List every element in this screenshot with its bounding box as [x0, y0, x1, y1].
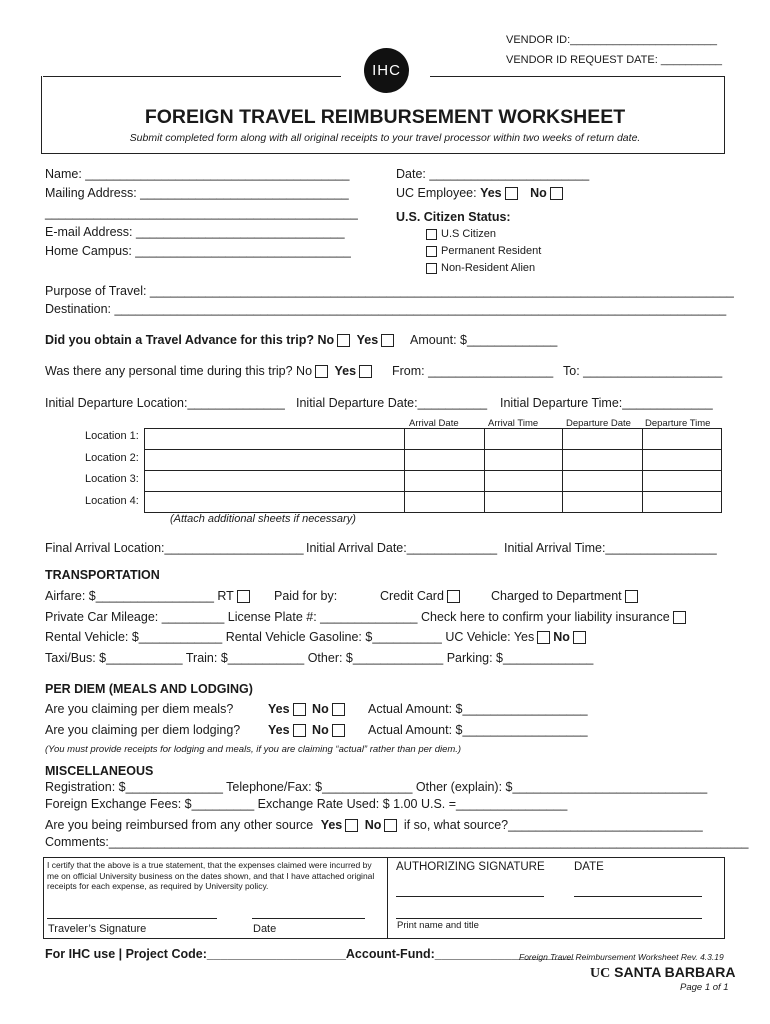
other-source-no-checkbox[interactable]: [384, 819, 397, 832]
uc-employee-no-checkbox[interactable]: [550, 187, 563, 200]
final-arrival-time-field[interactable]: Initial Arrival Time:________________: [504, 541, 717, 555]
citizen-option-nonresident[interactable]: Non-Resident Alien: [426, 262, 535, 274]
per-diem-note: (You must provide receipts for lodging and meals, if you are claiming “actual” rather than per diem.): [45, 744, 462, 755]
credit-card-checkbox[interactable]: [447, 590, 460, 603]
meals-no-checkbox[interactable]: [332, 703, 345, 716]
other-source-yes-checkbox[interactable]: [345, 819, 358, 832]
personal-time-yes-label: Yes: [334, 364, 357, 378]
traveler-signature-line[interactable]: [47, 918, 217, 919]
lodging-yes-checkbox[interactable]: [293, 724, 306, 737]
taxi-row[interactable]: Taxi/Bus: $___________ Train: $___________ Other: $_____________ Parking: $_____________: [45, 651, 594, 665]
vendor-id-field[interactable]: VENDOR ID:________________________: [506, 34, 717, 46]
final-arrival-date-field[interactable]: Initial Arrival Date:_____________: [306, 541, 498, 555]
location-2-label: Location 2:: [85, 452, 139, 464]
other-source-yes-label: Yes: [320, 818, 343, 832]
other-source-field[interactable]: if so, what source?____________________________: [403, 818, 703, 832]
table-row-divider: [144, 449, 722, 450]
mailing-address-line2[interactable]: _____________________________________________: [45, 206, 358, 220]
location-1-label: Location 1:: [85, 430, 139, 442]
email-field[interactable]: E-mail Address: ______________________________: [45, 225, 345, 239]
travel-advance-yes-checkbox[interactable]: [381, 334, 394, 347]
initial-departure-location-field[interactable]: Initial Departure Location:______________: [45, 396, 285, 410]
initial-departure-time-field[interactable]: Initial Departure Time:_____________: [500, 396, 713, 410]
certification-divider: [387, 857, 388, 939]
table-col-divider: [562, 428, 563, 513]
personal-time-row: [45, 364, 375, 378]
comments-field[interactable]: Comments:____________________________________________________________________________________________: [45, 835, 749, 849]
final-arrival-location-field[interactable]: Final Arrival Location:____________________: [45, 541, 304, 555]
meals-yes-label: Yes: [268, 702, 290, 716]
liability-insurance-checkbox[interactable]: [673, 611, 686, 624]
table-row-divider: [144, 491, 722, 492]
traveler-date-label: Date: [253, 923, 277, 935]
citizen-option-permanent[interactable]: Permanent Resident: [426, 245, 541, 257]
other-source-no-label: No: [364, 818, 382, 832]
personal-time-to-field[interactable]: To: ____________________: [563, 364, 723, 378]
table-col-divider: [484, 428, 485, 513]
print-name-label: Print name and title: [397, 920, 479, 931]
mileage-row: [45, 610, 689, 624]
charged-department-option: [491, 589, 641, 603]
initial-departure-date-field[interactable]: Initial Departure Date:__________: [296, 396, 488, 410]
rental-field[interactable]: Rental Vehicle: $____________ Rental Vehicle Gasoline: $__________ UC Vehicle: Yes: [45, 630, 535, 644]
rental-row: [45, 630, 589, 644]
name-field[interactable]: Name: ______________________________________: [45, 167, 350, 181]
checkbox-icon[interactable]: [426, 229, 437, 240]
attach-sheets-note: (Attach additional sheets if necessary): [170, 513, 356, 525]
per-diem-meals-options: [268, 702, 348, 716]
personal-time-no-checkbox[interactable]: [315, 365, 328, 378]
table-col-divider: [642, 428, 643, 513]
meals-actual-amount-field[interactable]: Actual Amount: $__________________: [368, 702, 588, 716]
charged-department-checkbox[interactable]: [625, 590, 638, 603]
ihc-use-project-code[interactable]: For IHC use | Project Code:____________________Account-Fund:____________________: [45, 947, 574, 961]
vendor-request-date-field[interactable]: VENDOR ID REQUEST DATE: __________: [506, 54, 723, 66]
credit-card-label: Credit Card: [380, 589, 444, 603]
citizen-option-us[interactable]: U.S Citizen: [426, 228, 496, 240]
uc-vehicle-yes-checkbox[interactable]: [537, 631, 550, 644]
airfare-field[interactable]: Airfare: $_________________ RT: [45, 589, 234, 603]
uc-employee-yes-label: Yes: [480, 186, 502, 200]
mailing-address-field[interactable]: Mailing Address: ______________________________: [45, 186, 349, 200]
page-subtitle: Submit completed form along with all original receipts to your travel processor within two weeks of return date.: [129, 132, 641, 144]
uc-employee-label: UC Employee:: [396, 186, 477, 200]
per-diem-heading: PER DIEM (MEALS AND LODGING): [45, 682, 253, 696]
checkbox-icon[interactable]: [426, 263, 437, 274]
uc-vehicle-no-label: No: [553, 630, 570, 644]
per-diem-lodging-options: [268, 723, 348, 737]
table-col-divider: [404, 428, 405, 513]
airfare-row: [45, 589, 253, 603]
header-departure-time: Departure Time: [645, 418, 711, 429]
header-departure-date: Departure Date: [566, 418, 631, 429]
charged-department-label: Charged to Department: [491, 589, 622, 603]
page-number: Page 1 of 1: [680, 982, 729, 993]
header-rule-right: [430, 76, 725, 77]
location-4-label: Location 4:: [85, 495, 139, 507]
authorizing-date-line[interactable]: [574, 896, 702, 897]
miscellaneous-heading: MISCELLANEOUS: [45, 764, 154, 778]
revision-label: Foreign Travel Reimbursement Worksheet Rev. 4.3.19: [519, 952, 724, 962]
paid-by-label: Paid for by:: [274, 589, 338, 603]
per-diem-lodging-question: Are you claiming per diem lodging?: [45, 723, 241, 737]
exchange-row[interactable]: Foreign Exchange Fees: $_________ Exchange Rate Used: $ 1.00 U.S. =________________: [45, 797, 568, 811]
uc-santa-barbara-logo: UC SANTA BARBARA: [590, 964, 736, 981]
home-campus-field[interactable]: Home Campus: _______________________________: [45, 244, 351, 258]
uc-employee-row: [396, 186, 566, 200]
travel-advance-yes-label: Yes: [356, 333, 379, 347]
table-row-divider: [144, 470, 722, 471]
credit-card-option: [380, 589, 463, 603]
meals-no-label: No: [312, 702, 329, 716]
personal-time-from-field[interactable]: From: __________________: [392, 364, 554, 378]
uc-employee-no-label: No: [530, 186, 547, 200]
lodging-yes-label: Yes: [268, 723, 290, 737]
travel-advance-question: Did you obtain a Travel Advance for this trip? No: [45, 333, 335, 347]
advance-amount-field[interactable]: Amount: $_____________: [410, 333, 558, 347]
ihc-logo: IHC: [364, 48, 409, 93]
travel-advance-no-checkbox[interactable]: [337, 334, 350, 347]
other-source-row: [45, 818, 703, 832]
authorizing-date-label: DATE: [574, 861, 604, 873]
per-diem-meals-question: Are you claiming per diem meals?: [45, 702, 234, 716]
header-arrival-time: Arrival Time: [488, 418, 539, 429]
citizen-status-label: U.S. Citizen Status:: [396, 210, 511, 224]
header-arrival-date: Arrival Date: [409, 418, 459, 429]
lodging-actual-amount-field[interactable]: Actual Amount: $__________________: [368, 723, 588, 737]
page-title: FOREIGN TRAVEL REIMBURSEMENT WORKSHEET: [144, 106, 626, 128]
meals-yes-checkbox[interactable]: [293, 703, 306, 716]
location-3-label: Location 3:: [85, 473, 139, 485]
purpose-field[interactable]: Purpose of Travel: ____________________________________________________________________________________: [45, 284, 734, 298]
airfare-rt-checkbox[interactable]: [237, 590, 250, 603]
traveler-signature-label: Traveler’s Signature: [48, 923, 147, 935]
traveler-date-line[interactable]: [252, 918, 365, 919]
transportation-heading: TRANSPORTATION: [45, 568, 160, 582]
lodging-no-checkbox[interactable]: [332, 724, 345, 737]
personal-time-yes-checkbox[interactable]: [359, 365, 372, 378]
print-name-line[interactable]: [396, 918, 702, 919]
lodging-no-label: No: [312, 723, 329, 737]
registration-row[interactable]: Registration: $______________ Telephone/Fax: $_____________ Other (explain): $____________________________: [45, 780, 708, 794]
mileage-field[interactable]: Private Car Mileage: _________ License Plate #: ______________ Check here to confirm your liability insurance: [45, 610, 670, 624]
other-source-question: Are you being reimbursed from any other source: [45, 818, 314, 832]
uc-vehicle-no-checkbox[interactable]: [573, 631, 586, 644]
travel-advance-row: [45, 333, 397, 347]
authorizing-signature-label: AUTHORIZING SIGNATURE: [396, 861, 545, 873]
uc-employee-yes-checkbox[interactable]: [505, 187, 518, 200]
certification-text: I certify that the above is a true statement, that the expenses claimed were incurred by me on official University business on the dates shown, and that I have attached original receipts for each expense, as required by University policy.: [47, 860, 375, 891]
authorizing-signature-line[interactable]: [396, 896, 544, 897]
date-field[interactable]: Date: _______________________: [396, 167, 590, 181]
checkbox-icon[interactable]: [426, 246, 437, 257]
personal-time-question: Was there any personal time during this trip? No: [45, 364, 313, 378]
destination-field[interactable]: Destination: ________________________________________________________________________________________: [45, 302, 727, 316]
